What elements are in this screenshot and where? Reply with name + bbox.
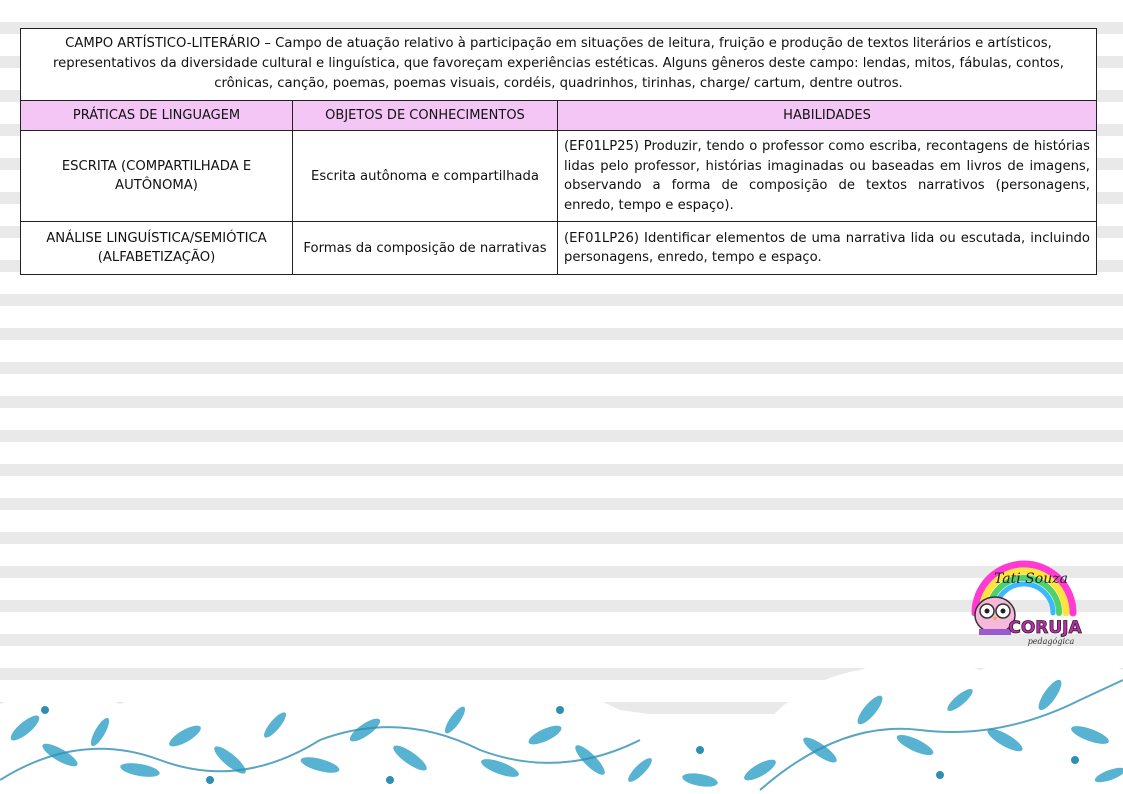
logo-sub: pedagógica [1027,637,1075,646]
table-row [21,222,1097,275]
habilidade-cell: (EF01LP26) Identificar elementos de uma narrativa lida ou escutada, incluindo personagens, enredo, tempo e espaço. [558,222,1097,275]
pratica-cell: ESCRITA (COMPARTILHADA E AUTÔNOMA) [21,131,293,222]
leaf-border-decoration [0,640,1123,794]
table-header-row [21,101,1097,131]
leaf-border-background [0,655,1123,794]
header-praticas: PRÁTICAS DE LINGUAGEM [21,101,293,131]
bncc-table [20,28,1097,275]
pratica-cell: ANÁLISE LINGUÍSTICA/SEMIÓTICA (ALFABETIZAÇÃO) [21,222,293,275]
header-habilidades: HABILIDADES [558,101,1097,131]
table-row [21,131,1097,222]
logo-brand: CORUJA [1008,618,1082,638]
habilidade-cell: (EF01LP25) Produzir, tendo o professor como escriba, recontagens de histórias lidas pelo professor, histórias imaginadas ou baseadas em livros de imagens, observando a forma de composição de textos narrativos (personagens, enredo, tempo e espaço). [558,131,1097,222]
objeto-cell: Formas da composição de narrativas [293,222,558,275]
logo-script: Tati Souza [994,571,1068,587]
objeto-cell: Escrita autônoma e compartilhada [293,131,558,222]
coruja-logo [965,543,1083,647]
header-objetos: OBJETOS DE CONHECIMENTOS [293,101,558,131]
campo-description: CAMPO ARTÍSTICO-LITERÁRIO – Campo de atuação relativo à participação em situações de leitura, fruição e produção de textos literários e artísticos, representativos da diversidade cultural e linguística, que favoreçam experiências estéticas. Alguns gêneros deste campo: lendas, mitos, fábulas, contos, crônicas, canção, poemas, poemas visuais, cordéis, quadrinhos, tirinhas, charge/ cartum, dentre outros. [21,29,1097,101]
